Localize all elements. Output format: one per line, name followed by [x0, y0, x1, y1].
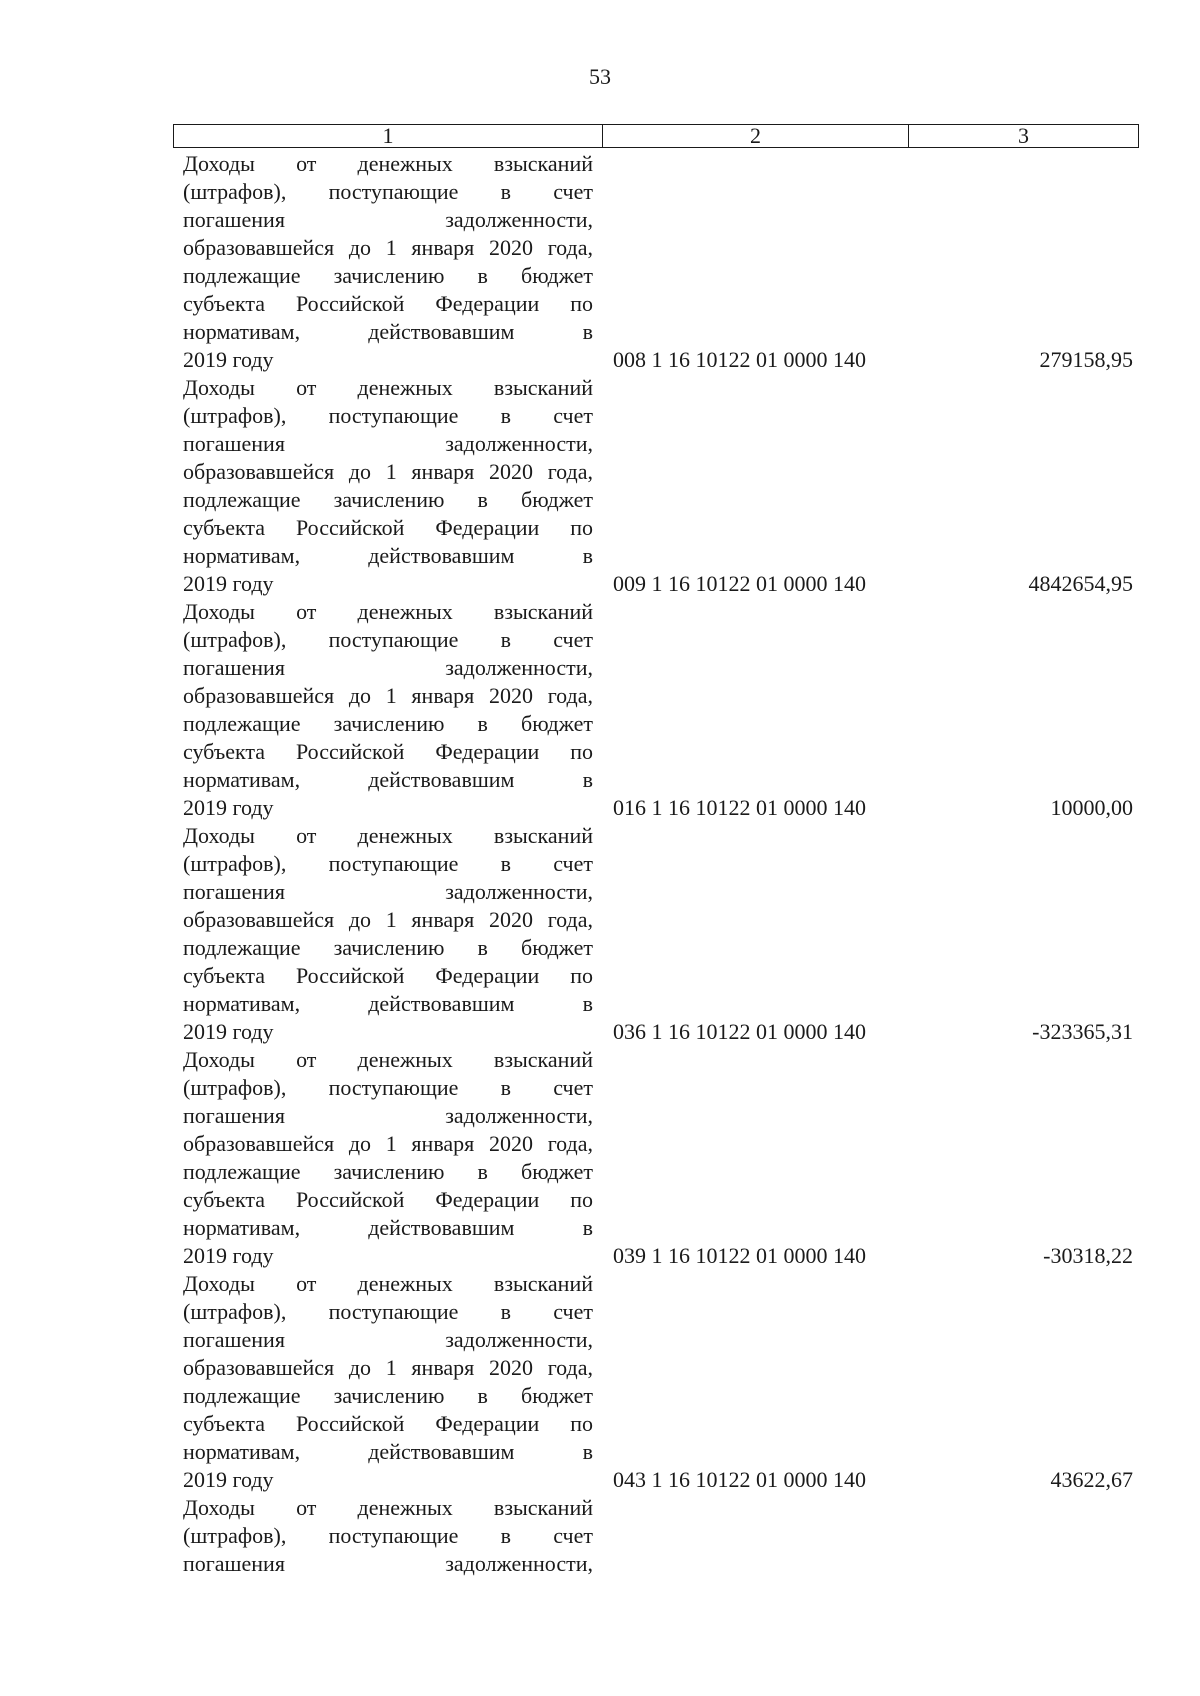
description-line: Доходы от денежных взысканий	[183, 599, 593, 624]
description-line: Доходы от денежных взысканий	[183, 151, 593, 176]
description-line: (штрафов), поступающие в счет	[183, 1075, 593, 1100]
description-line: образовавшейся до 1 января 2020 года,	[183, 1131, 593, 1156]
row-amount: -323365,31	[1032, 1019, 1133, 1044]
row-description	[183, 822, 593, 1046]
row-description	[183, 150, 593, 374]
description-line: 2019 году	[183, 347, 274, 372]
description-line: подлежащие зачислению в бюджет	[183, 1383, 593, 1408]
description-line: погашения задолженности,	[183, 1327, 593, 1352]
table-header	[173, 124, 1139, 148]
description-line: Доходы от денежных взысканий	[183, 823, 593, 848]
description-line: нормативам, действовавшим в	[183, 1439, 593, 1464]
description-line: 2019 году	[183, 1243, 274, 1268]
description-line: (штрафов), поступающие в счет	[183, 403, 593, 428]
description-line: 2019 году	[183, 1467, 274, 1492]
row-code: 009 1 16 10122 01 0000 140	[613, 571, 866, 596]
row-code: 008 1 16 10122 01 0000 140	[613, 347, 866, 372]
description-line: Доходы от денежных взысканий	[183, 1047, 593, 1072]
row-amount: 279158,95	[1039, 347, 1133, 372]
description-line: подлежащие зачислению в бюджет	[183, 263, 593, 288]
description-line: нормативам, действовавшим в	[183, 543, 593, 568]
table-row	[183, 150, 1133, 374]
column-header-2: 2	[603, 125, 909, 147]
description-line: нормативам, действовавшим в	[183, 767, 593, 792]
description-line: погашения задолженности,	[183, 1551, 593, 1576]
row-code: 039 1 16 10122 01 0000 140	[613, 1243, 866, 1268]
description-line: нормативам, действовавшим в	[183, 991, 593, 1016]
description-line: нормативам, действовавшим в	[183, 319, 593, 344]
description-line: погашения задолженности,	[183, 655, 593, 680]
row-code: 036 1 16 10122 01 0000 140	[613, 1019, 866, 1044]
column-header-1: 1	[174, 125, 603, 147]
description-line: образовавшейся до 1 января 2020 года,	[183, 459, 593, 484]
description-line: 2019 году	[183, 1019, 274, 1044]
description-line: погашения задолженности,	[183, 879, 593, 904]
row-amount: -30318,22	[1043, 1243, 1133, 1268]
description-line: образовавшейся до 1 января 2020 года,	[183, 235, 593, 260]
description-line: Доходы от денежных взысканий	[183, 1271, 593, 1296]
column-header-3: 3	[1018, 123, 1029, 148]
description-line: образовавшейся до 1 января 2020 года,	[183, 1355, 593, 1380]
description-line: (штрафов), поступающие в счет	[183, 627, 593, 652]
description-line: образовавшейся до 1 января 2020 года,	[183, 907, 593, 932]
table-row	[183, 1270, 1133, 1494]
row-code: 016 1 16 10122 01 0000 140	[613, 795, 866, 820]
description-line: 2019 году	[183, 571, 274, 596]
description-line: Доходы от денежных взысканий	[183, 375, 593, 400]
description-line: подлежащие зачислению в бюджет	[183, 711, 593, 736]
description-line: погашения задолженности,	[183, 207, 593, 232]
row-code: 043 1 16 10122 01 0000 140	[613, 1467, 866, 1492]
row-description	[183, 374, 593, 598]
description-line: субъекта Российской Федерации по	[183, 515, 593, 540]
row-amount: 4842654,95	[1028, 571, 1133, 596]
description-line: образовавшейся до 1 января 2020 года,	[183, 683, 593, 708]
row-description	[183, 598, 593, 822]
description-line: субъекта Российской Федерации по	[183, 291, 593, 316]
row-amount: 43622,67	[1050, 1467, 1133, 1492]
description-line: субъекта Российской Федерации по	[183, 1411, 593, 1436]
table-row	[183, 374, 1133, 598]
description-line: (штрафов), поступающие в счет	[183, 179, 593, 204]
description-line: 2019 году	[183, 795, 274, 820]
description-line: подлежащие зачислению в бюджет	[183, 935, 593, 960]
description-line: нормативам, действовавшим в	[183, 1215, 593, 1240]
description-line: (штрафов), поступающие в счет	[183, 851, 593, 876]
row-description	[183, 1494, 593, 1578]
table-row	[183, 1494, 1133, 1578]
description-line: субъекта Российской Федерации по	[183, 739, 593, 764]
description-line: субъекта Российской Федерации по	[183, 1187, 593, 1212]
description-line: подлежащие зачислению в бюджет	[183, 1159, 593, 1184]
table-body	[183, 150, 1133, 1578]
table-row	[183, 822, 1133, 1046]
description-line: погашения задолженности,	[183, 1103, 593, 1128]
table-row	[183, 598, 1133, 822]
page-number: 53	[589, 64, 611, 89]
row-description	[183, 1046, 593, 1270]
description-line: погашения задолженности,	[183, 431, 593, 456]
row-amount: 10000,00	[1050, 795, 1133, 820]
description-line: подлежащие зачислению в бюджет	[183, 487, 593, 512]
description-line: (штрафов), поступающие в счет	[183, 1523, 593, 1548]
description-line: Доходы от денежных взысканий	[183, 1495, 593, 1520]
table-row	[183, 1046, 1133, 1270]
row-description	[183, 1270, 593, 1494]
description-line: (штрафов), поступающие в счет	[183, 1299, 593, 1324]
description-line: субъекта Российской Федерации по	[183, 963, 593, 988]
